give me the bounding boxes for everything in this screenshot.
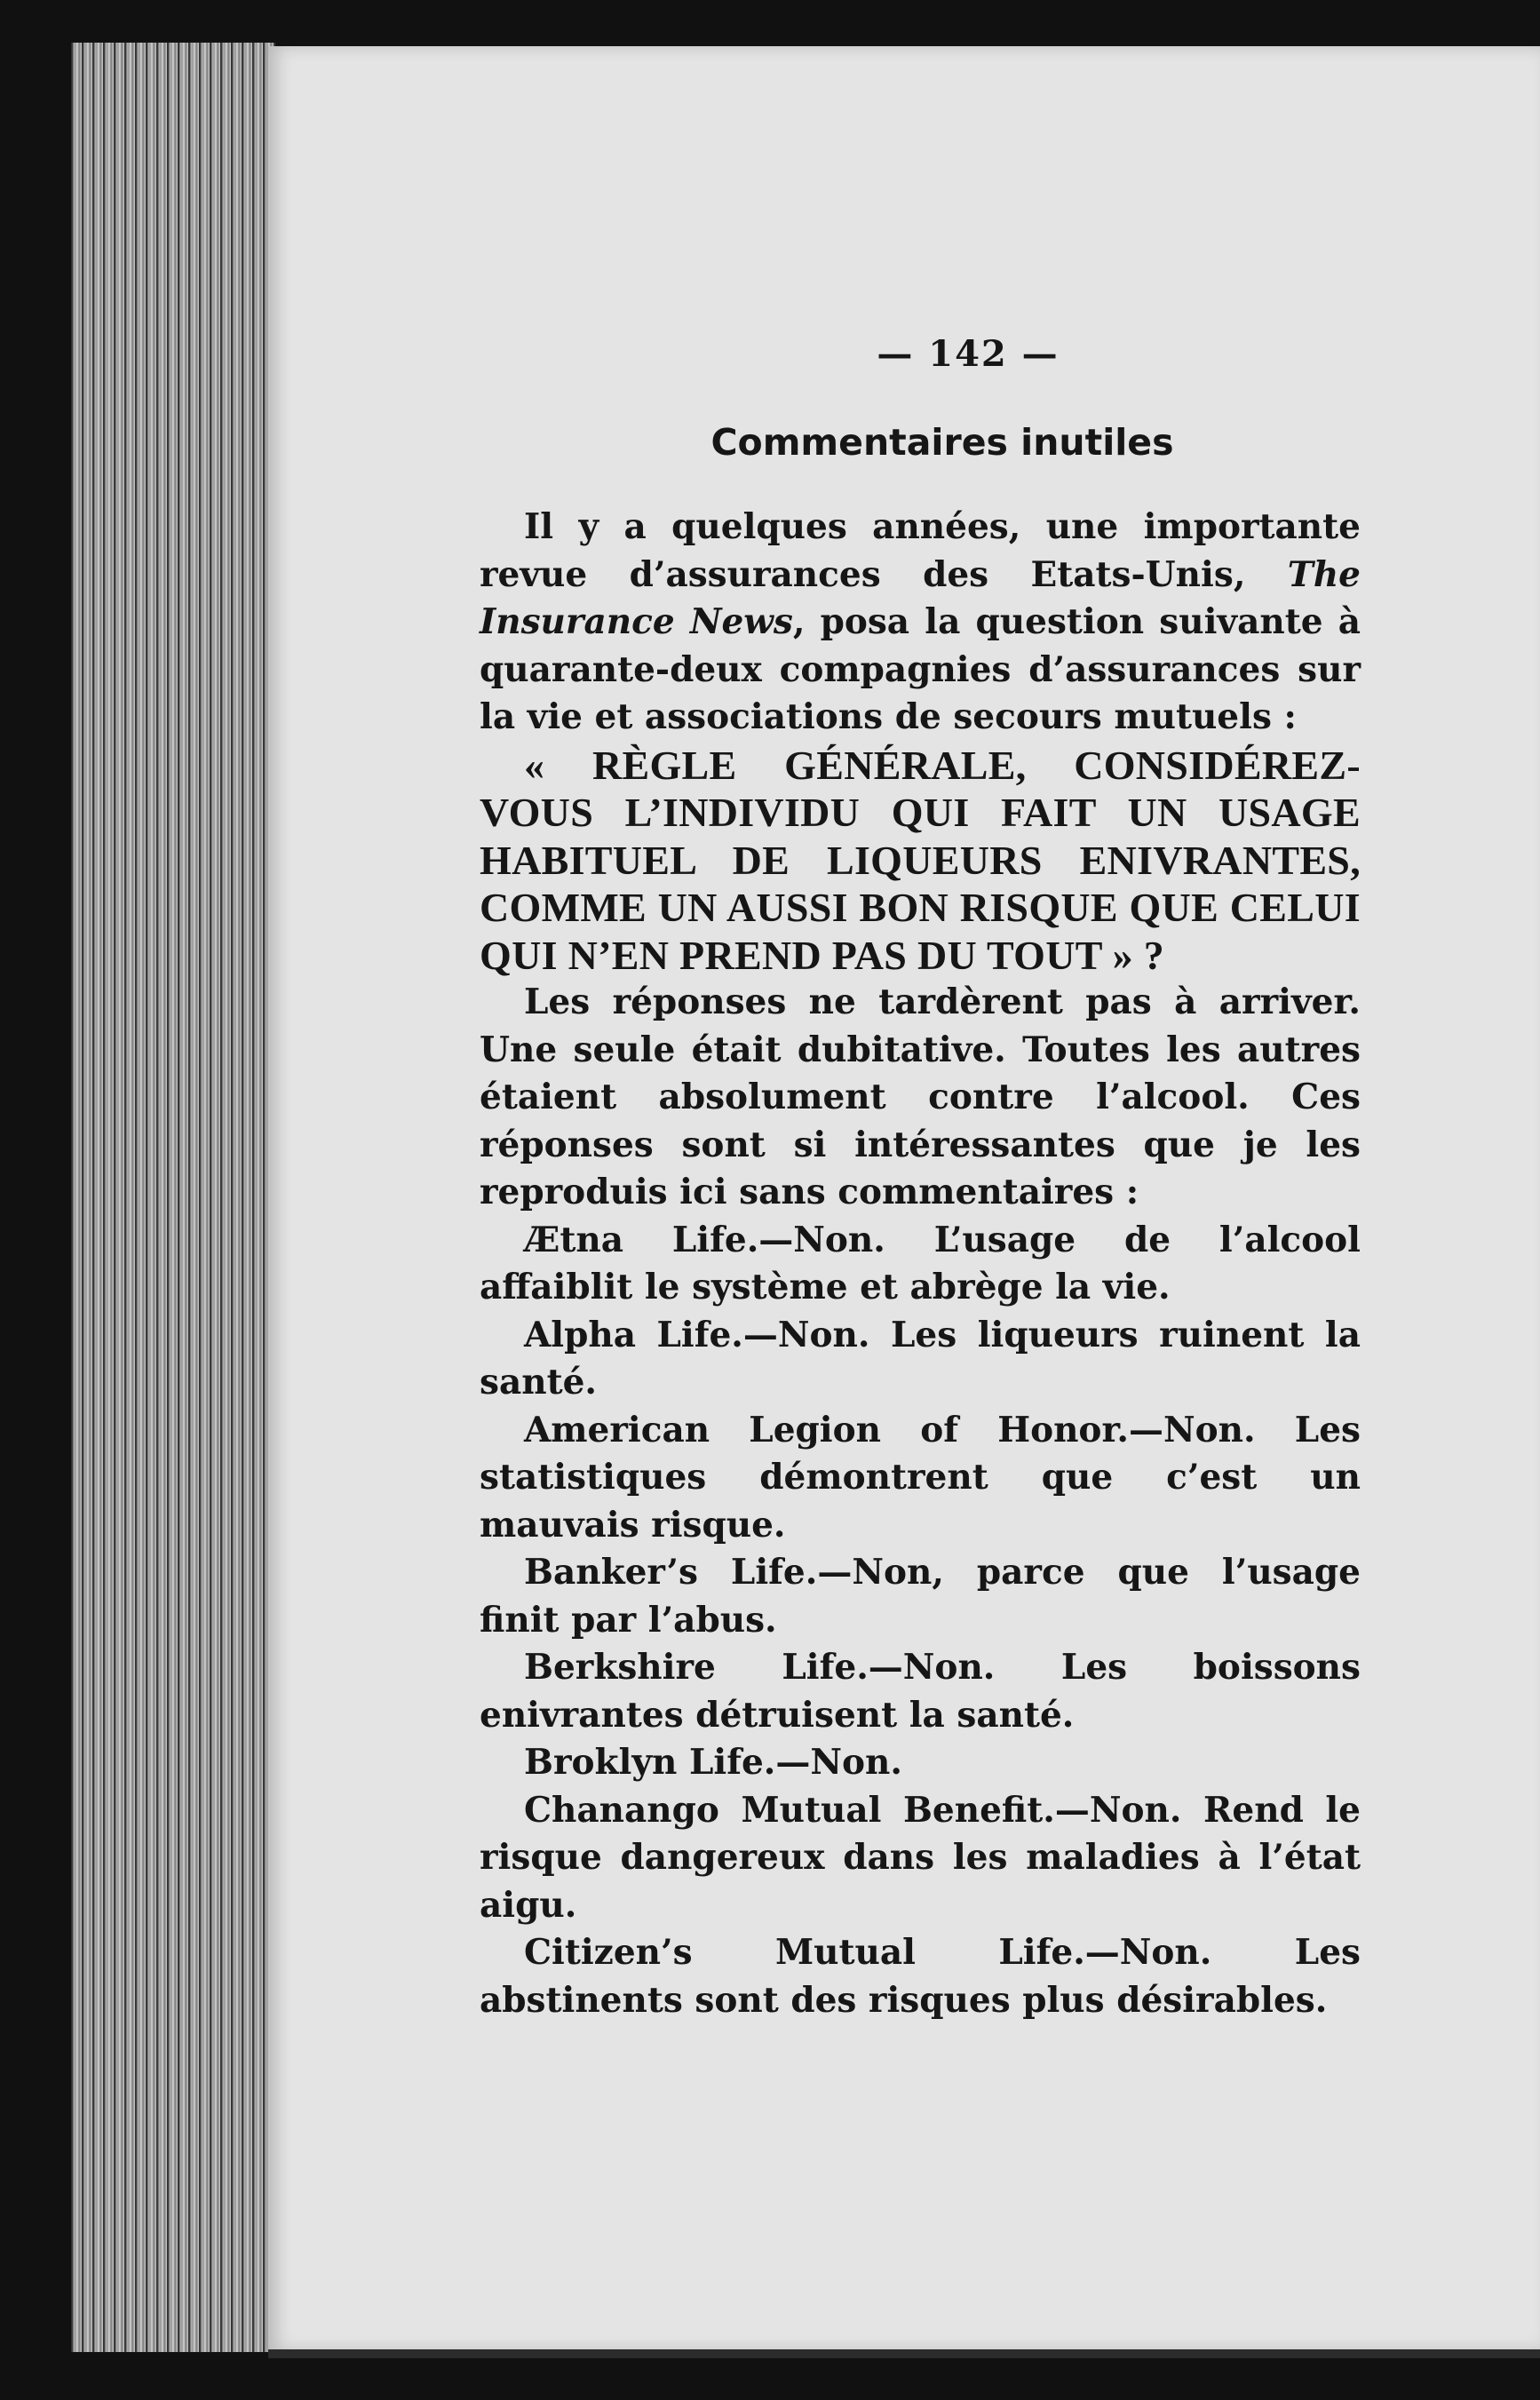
response-entry: Broklyn Life.—Non. [524,1742,902,1783]
response-entry: Banker’s Life.—Non, parce que l’usage finit par l’abus. [480,1552,1361,1641]
page-number: — 142 — [877,333,1060,375]
book-page-edges [71,43,275,2352]
response-entry: Chanango Mutual Benefit.—Non. Rend le risque dangereux dans les maladies à l’état aigu. [480,1789,1361,1926]
responses-intro-paragraph: Les réponses ne tardèrent pas à arriver. Une seule était dubitative. Toutes les autres étaient absolument contre l’alcool. Ces réponses sont si intéressantes que je les reproduis ici sans commentaires : [480,981,1361,1212]
book-page [268,46,1540,2351]
response-entry: Berkshire Life.—Non. Les boissons enivrantes détruisent la santé. [480,1647,1361,1736]
journal-title: The Insurance News [480,553,1361,642]
page-content [480,330,1361,2024]
survey-question: « RÈGLE GÉNÉRALE, CONSIDÉREZ-VOUS L’INDIVIDU QUI FAIT UN USAGE HABITUEL DE LIQUEURS ENIVRANTES, COMME UN AUSSI BON RISQUE QUE CELUI QUI N’EN PREND PAS DU TOUT » ? [480,742,1361,978]
intro-text-start: Il y a quelques années, une importante revue d’assurances des Etats-Unis, [480,506,1361,595]
response-entry: American Legion of Honor.—Non. Les statistiques démontrent que c’est un mauvais risque. [480,1409,1361,1546]
page-bottom-edge [268,2349,1540,2358]
response-entry: Ætna Life.—Non. L’usage de l’alcool affaiblit le système et abrège la vie. [480,1219,1361,1307]
section-heading: Commentaires inutiles [710,420,1174,464]
intro-paragraph [480,504,1361,742]
response-entry: Alpha Life.—Non. Les liqueurs ruinent la santé. [480,1314,1361,1403]
intro-text-end: , posa la question suivante à quarante-deux compagnies d’assurances sur la vie et associations de secours mutuels : [480,601,1361,737]
response-entry: Citizen’s Mutual Life.—Non. Les abstinents sont des risques plus désirables. [480,1932,1361,2021]
